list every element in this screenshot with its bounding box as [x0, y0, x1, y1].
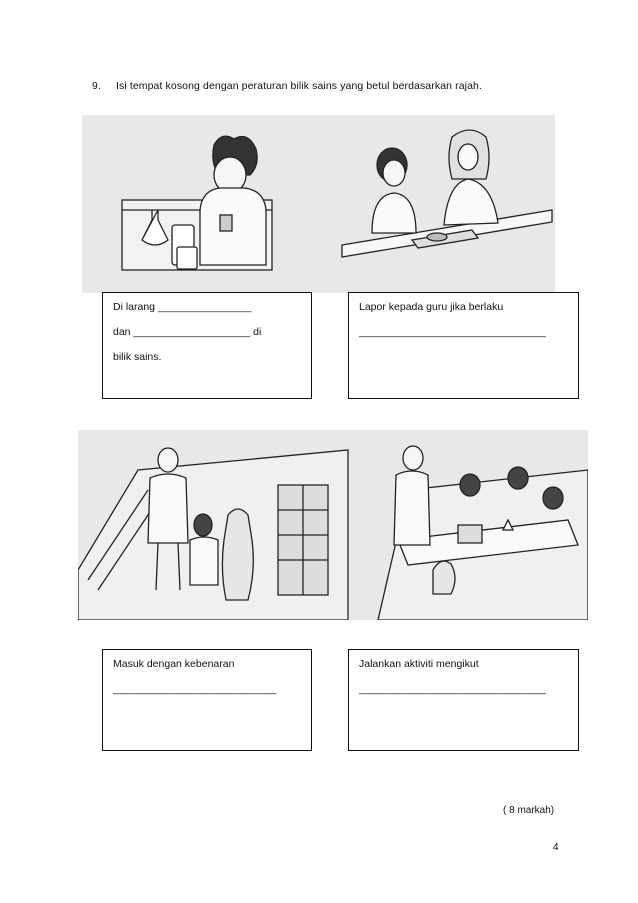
answer-box-top-right-line1: Lapor kepada guru jika berlaku [359, 301, 504, 313]
answer-box-bottom-left-line1: Masuk dengan kebenaran [113, 658, 235, 670]
marks-label: ( 8 markah) [503, 805, 555, 816]
illustration-top-svg [82, 115, 555, 293]
answer-box-top-right[interactable] [348, 292, 579, 399]
illustration-bottom-svg [78, 430, 588, 620]
answer-box-top-left-line1: Di larang ________________ [113, 301, 252, 313]
illustration-top-strip [82, 115, 555, 293]
answer-box-top-right-line2: ________________________________ [359, 326, 546, 339]
answer-box-top-left-line3: bilik sains. [113, 351, 162, 364]
answer-box-bottom-left[interactable] [102, 649, 312, 751]
answer-box-bottom-right[interactable] [348, 649, 579, 751]
answer-box-top-left[interactable] [102, 292, 312, 399]
answer-box-top-left-line2: dan ____________________ di [113, 326, 262, 339]
page-number: 4 [553, 842, 559, 853]
question-number: 9. [92, 80, 101, 92]
answer-box-bottom-right-line1: Jalankan aktiviti mengikut [359, 658, 479, 670]
answer-box-bottom-right-line2: ________________________________ [359, 683, 546, 696]
answer-box-bottom-left-line2: ____________________________ [113, 683, 277, 696]
illustration-bottom-strip [78, 430, 588, 620]
question-text: Isi tempat kosong dengan peraturan bilik sains yang betul berdasarkan rajah. [116, 80, 482, 92]
question-9 [92, 80, 482, 92]
